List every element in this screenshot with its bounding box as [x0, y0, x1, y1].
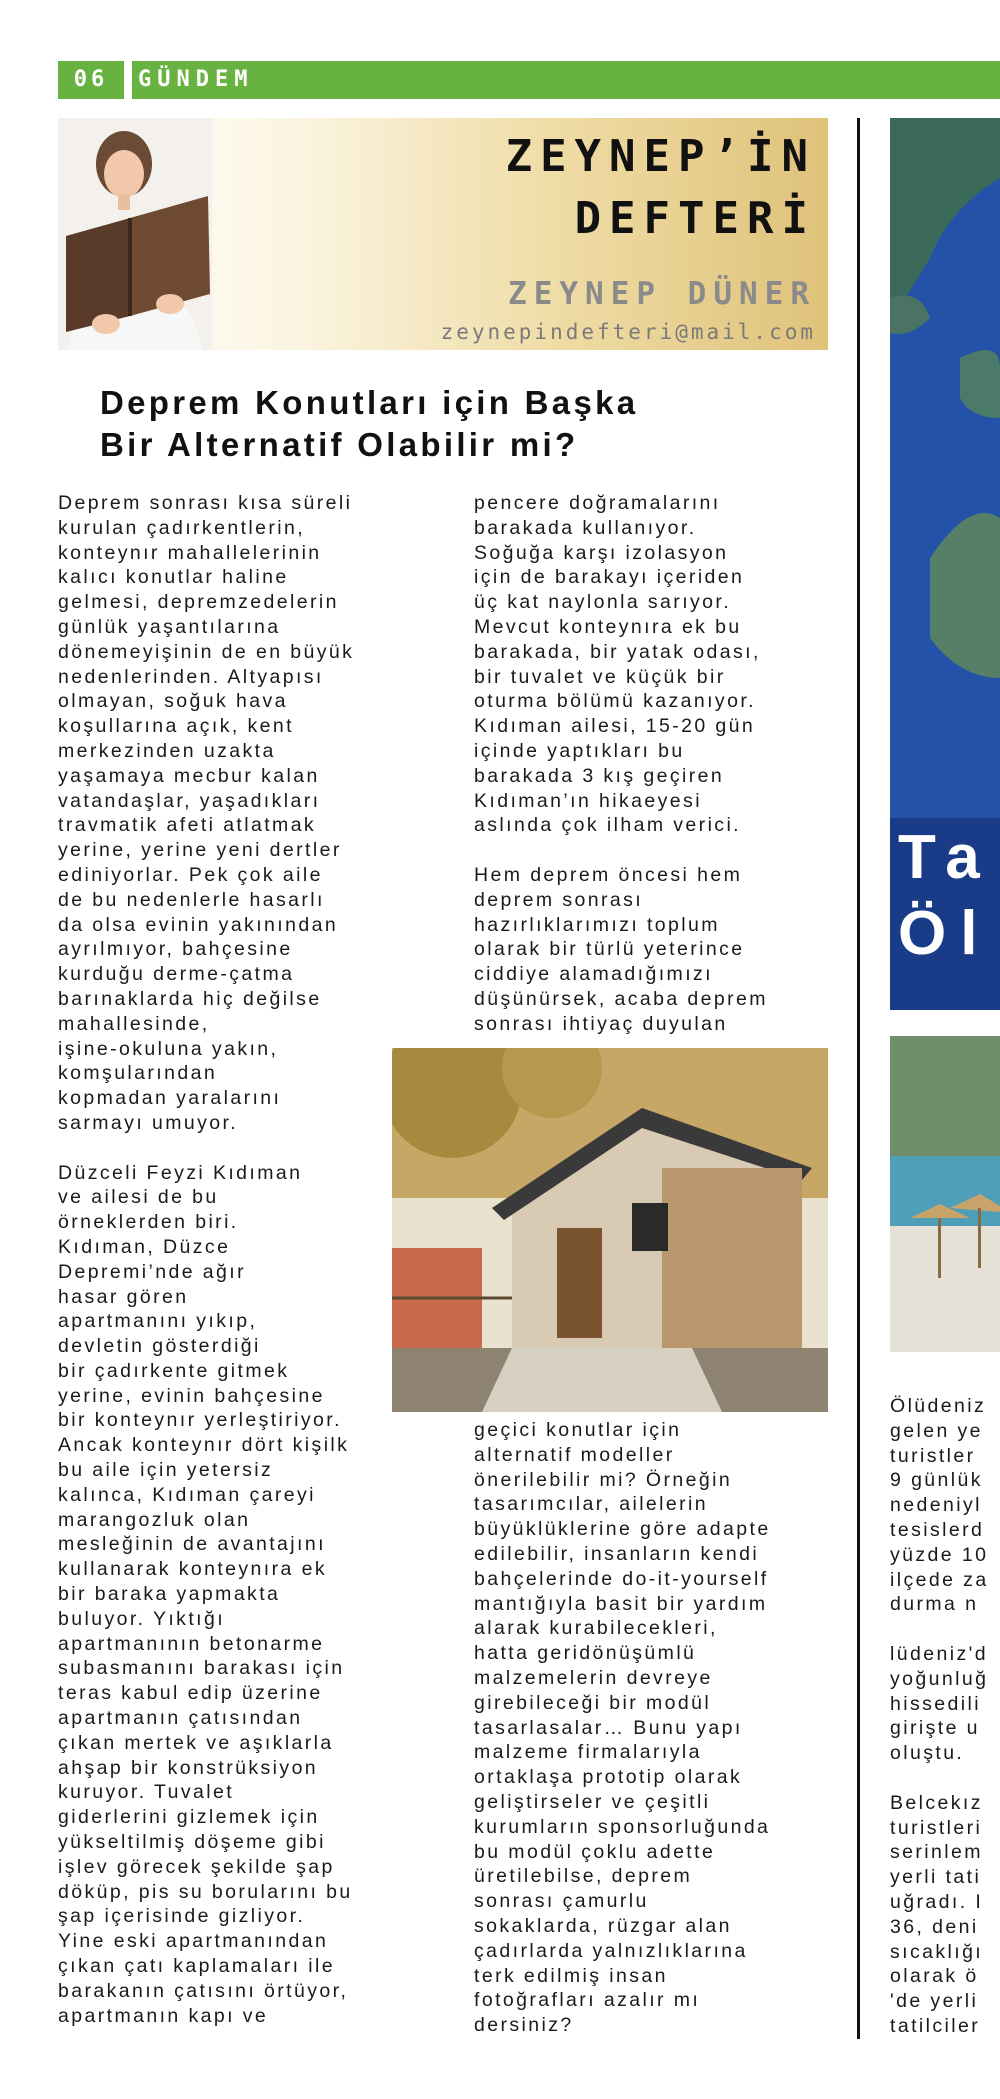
- paragraph: Ölüdeniz gelen ye turistler 9 günlük nedeniyl tesislerd yüzde 10 ilçede za durma n: [890, 1395, 989, 1616]
- article-column-2-bottom: [474, 1418, 844, 2038]
- house-photo: [392, 1048, 828, 1412]
- reading-woman-illustration: [58, 118, 212, 350]
- section-title: GÜNDEM: [132, 61, 1000, 99]
- paragraph: pencere doğramalarını barakada kullanıyor. Soğuğa karşı izolasyon için de barakayı içeriden üç kat naylonla sarıyor. Mevcut konteynıra ek bu barakada, bir yatak odası, bir tuvalet ve küçük bir oturma bölümü kazanıyor. Kıdıman ailesi, 15-20 gün içinde yaptıkları bu barakada 3 kış geçiren Kıdıman’ın hikaeyesi aslında çok ilham verici.: [474, 492, 761, 837]
- article-column-1: [58, 491, 418, 2028]
- beach-umbrellas-image: [890, 1036, 1000, 1352]
- advert-title: Ta Öl: [898, 823, 994, 968]
- paragraph: geçici konutlar için alternatif modeller önerilebilir mi? Örneğin tasarımcılar, ailelerin büyüklüklerine göre adapte edilebilir, insanların kendi bahçelerinde do-it-yourself mantığıyla basit bir yardım alarak kurabilecekleri, hatta geridönüşümlü malzemelerin devreye girebileceği bir modül tasarlasalar… Bunu yapı malzeme firmalarıyla ortaklaşa prototip olarak geliştirseler ve çeşitli kurumların sponsorluğunda bu modül çoklu adette üretilebilse, deprem sonrası çamurlu sokaklarda, rüzgar alan çadırlarda yalnızlıklarına terk edilmiş insan fotoğrafları azalır mı dersiniz?: [474, 1419, 771, 2037]
- headline-line-2: Bir Alternatif Olabilir mi?: [100, 426, 579, 463]
- paragraph: Deprem sonrası kısa süreli kurulan çadırkentlerin, konteynır mahallelerinin kalıcı konutlar haline gelmesi, depremzedelerin günlük yaşantılarına dönemeyişinin de en büyük nedenlerinden. Altyapısı olmayan, soğuk hava koşullarına açık, kent merkezinden uzakta yaşamaya mecbur kalan vatandaşlar, yaşadıkları travmatik afeti atlatmak yerine, yerine yeni dertler ediniyorlar. Pek çok aile de bu nedenlerle hasarlı da olsa evinin yakınından ayrılmıyor, bahçesine kurduğu derme-çatma barınaklarda hiç değilse mahallesinde, işine-okuluna yakın, komşularından kopmadan yaralarını sarmayı umuyor.: [58, 492, 355, 1134]
- article-column-2-top: [474, 491, 844, 1037]
- column-title: ZEYNEP’İN DEFTERİ: [505, 131, 816, 244]
- paragraph: Belcekız turistleri serinlem yerli tati uğradı. I 36, deni sıcaklığı olarak ö 'de yerli tatilciler: [890, 1791, 984, 2037]
- headline-line-1: Deprem Konutları için Başka: [100, 384, 639, 421]
- right-page-column: [890, 1394, 1000, 2039]
- article-headline: [100, 382, 800, 466]
- author-photo: [58, 118, 212, 350]
- wooden-shack-image: [392, 1048, 828, 1412]
- paragraph: Düzceli Feyzi Kıdıman ve ailesi de bu örneklerden biri. Kıdıman, Düzce Depremi’nde ağır hasar gören apartmanını yıkıp, devletin gösterdiği bir çadırkente gitmek yerine, evinin bahçesine bir konteynır yerleştiriyor. Ancak konteynır dört kişilk bu aile için yetersiz kalınca, Kıdıman çareyi marangozluk olan mesleğinin de avantajını kullanarak konteynıra ek bir baraka yapmakta buluyor. Yıktığı apartmanının betonarme subasmanını barakası için teras kabul edip üzerine apartmanın çatısından çıkan mertek ve aşıklarla ahşap bir konstrüksiyon kuruyor. Tuvalet giderlerini gizlemek için yükseltilmiş döşeme gibi işlev görecek şekilde şap döküp, pis su borularını bu şap içerisinde gizliyor. Yine eski apartmanından çıkan çatı kaplamaları ile barakanın çatısını örtüyor, apartmanın kapı ve: [58, 1161, 353, 2027]
- paragraph: lüdeniz'd yoğunluğ hissedili girişte u oluştu.: [890, 1642, 989, 1765]
- author-email[interactable]: zeynepindefteri@mail.com: [440, 320, 816, 344]
- travel-advert: [890, 118, 1000, 1010]
- page-number: 06: [58, 61, 124, 99]
- beach-photo: [890, 1036, 1000, 1352]
- author-name: ZEYNEP DÜNER: [508, 276, 816, 312]
- column-divider: [857, 118, 860, 2039]
- paragraph: Hem deprem öncesi hem deprem sonrası hazırlıklarımızı toplum olarak bir türlü yeterince ciddiye alamadığımızı düşünürsek, acaba deprem sonrası ihtiyaç duyulan: [474, 863, 768, 1035]
